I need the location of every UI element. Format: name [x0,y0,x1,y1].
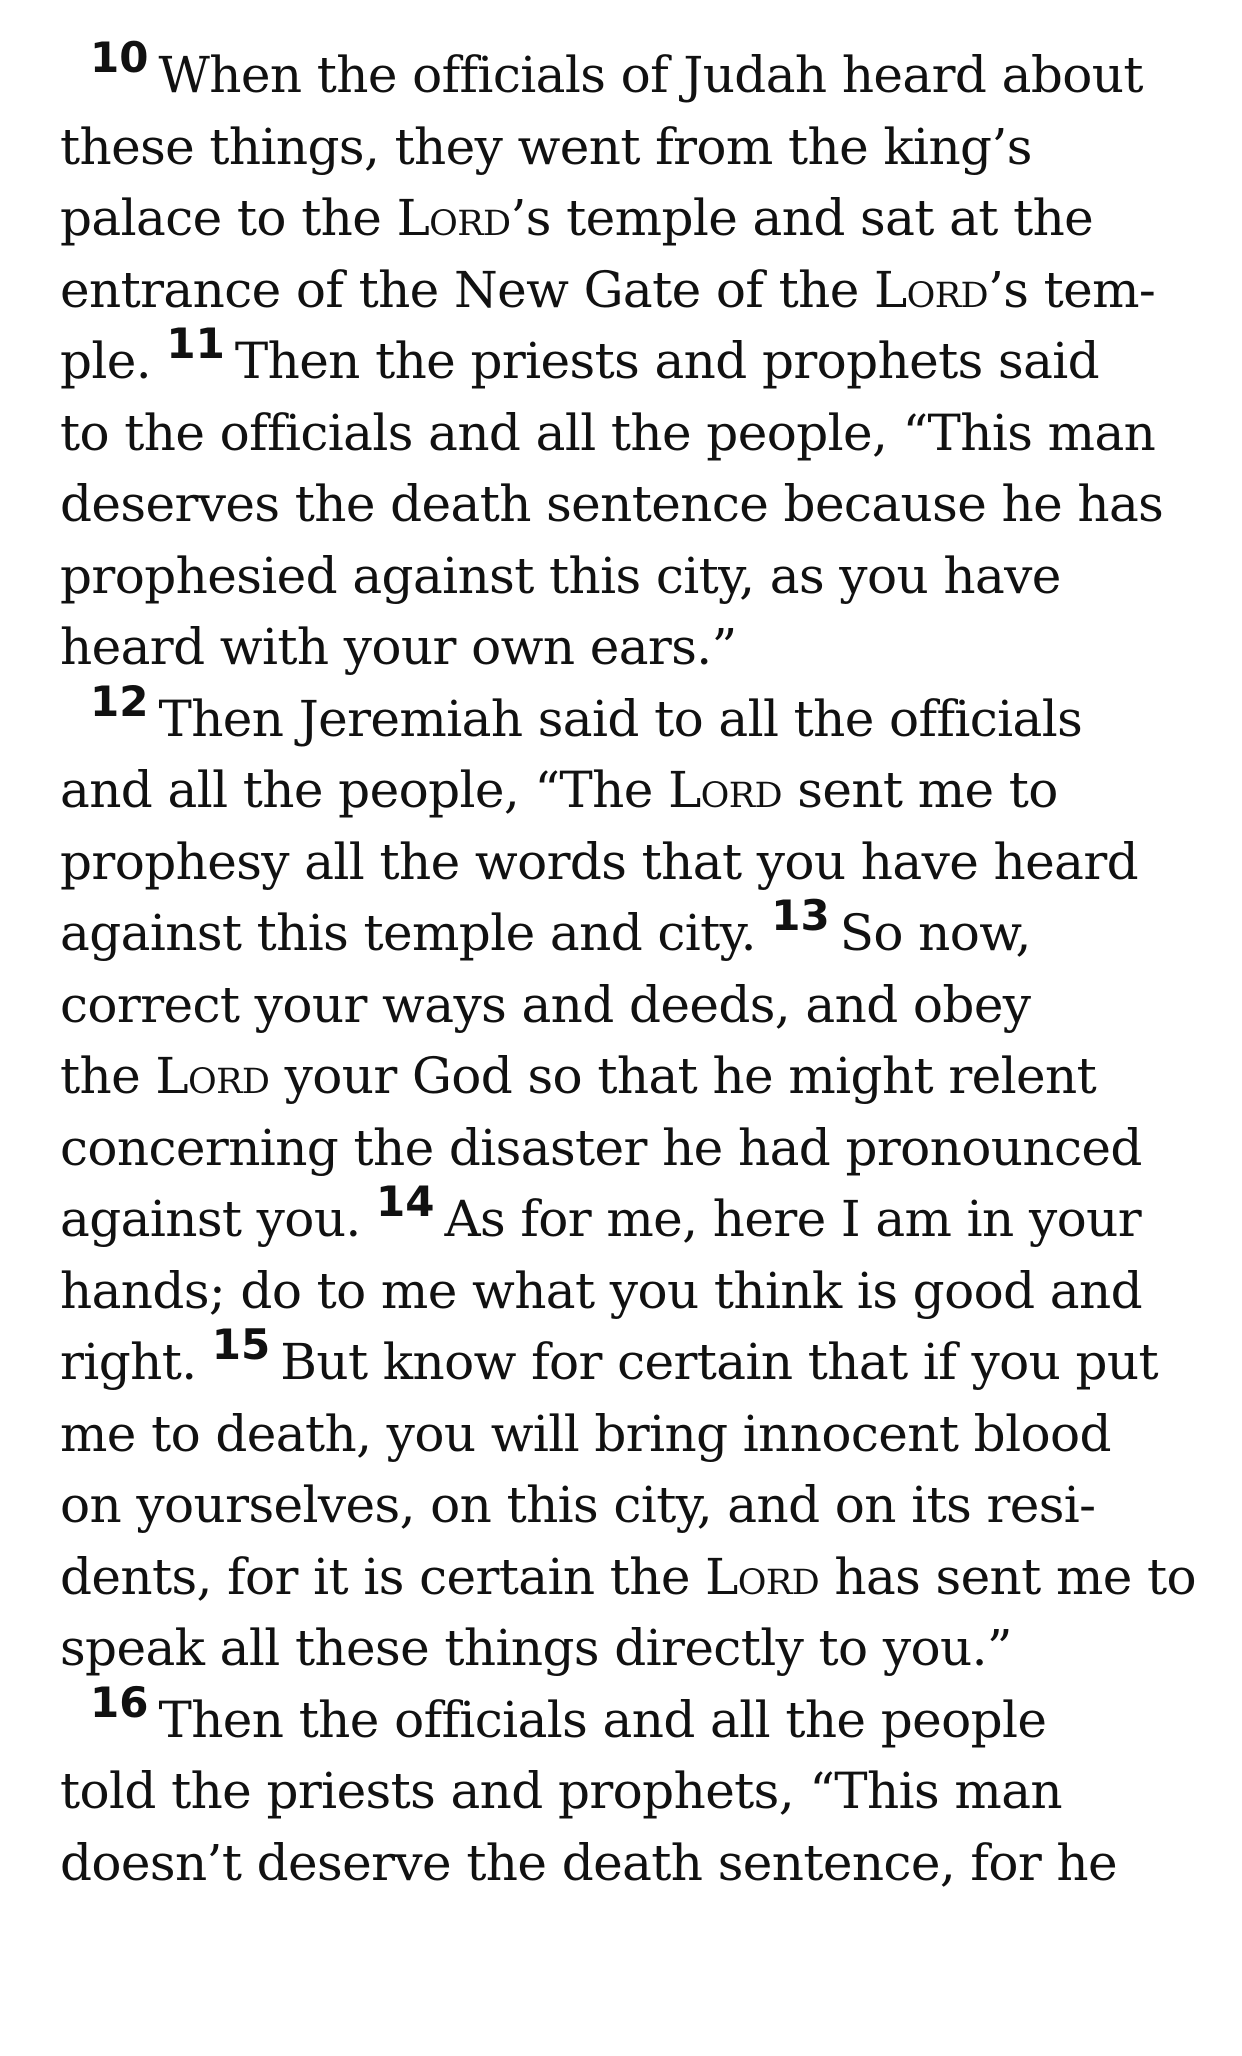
text-line [60,755,1190,827]
verse-text: ple. [60,332,167,390]
text-line [60,1041,1190,1113]
verse-number: 15 [211,1320,271,1369]
text-line [60,112,1190,184]
verse-text: heard with your own ears.” [60,618,737,676]
verse-text: Then Jeremiah said to all the officials [158,689,1083,748]
divine-name: Lord [668,761,782,819]
text-line [60,541,1190,613]
verse-text: Then the officials and all the people [158,1690,1047,1749]
text-line [60,255,1190,327]
verse-text: against you. [60,1190,377,1248]
text-line [60,1399,1190,1471]
verse-number: 10 [90,33,149,82]
divine-name: Lord [155,1047,270,1105]
text-line [60,1177,1190,1256]
verse-text: deserves the death sentence because he has [60,475,1164,533]
verse-text: sent me to [781,761,1058,819]
text-line [60,1756,1190,1828]
text-line [60,1613,1190,1685]
verse-text: to the officials and all the people, “This man [60,403,1156,462]
verse-text: hands; do to me what you think is good and [60,1261,1143,1320]
verse-text: Then the priests and prophets said [234,332,1100,390]
divine-name: Lord [705,1547,820,1606]
verse-text: prophesy all the words that you have heard [60,832,1139,891]
verse-text: So now, [839,904,1031,962]
text-line [60,676,1190,756]
verse-number: 13 [771,891,830,940]
verse-text: these things, they went from the king’s [60,117,1032,176]
verse-number: 14 [376,1177,435,1226]
divine-name: Lord [396,189,511,247]
text-line [60,319,1190,398]
verse-text: me to death, you will bring innocent blood [60,1404,1111,1463]
verse-text: and all the people, “The [60,761,669,819]
text-line [60,33,1190,112]
verse-text: on yourselves, on this city, and on its resi- [60,1476,1096,1534]
verse-text: speak all these things directly to you.” [60,1619,1012,1677]
text-line [60,469,1190,541]
verse-text: prophesied against this city, as you have [60,546,1061,605]
verse-text: doesn’t deserve the death sentence, for he [60,1833,1118,1892]
verse-number: 16 [90,1677,149,1727]
verse-text: But know for certain that if you put [280,1333,1158,1391]
text-line [60,1320,1190,1399]
verse-text: When the officials of Judah heard about [158,46,1143,104]
text-line [60,398,1190,470]
verse-text: ’s tem- [987,260,1156,319]
divine-name: Lord [874,260,988,319]
verse-text: ’s temple and sat at the [510,189,1094,247]
verse-text: against this temple and city. [60,904,772,962]
text-line [60,1542,1197,1614]
text-line [60,1677,1190,1757]
text-line [60,1256,1190,1328]
text-line [60,891,1190,970]
text-line [60,1470,1190,1542]
verse-number: 12 [90,676,149,726]
verse-text: concerning the disaster he had pronounced [60,1118,1142,1177]
verse-text: your God so that he might relent [269,1047,1097,1105]
text-line [60,183,1190,255]
verse-text: entrance of the New Gate of the [60,260,875,319]
verse-text: told the priests and prophets, “This man [60,1762,1063,1820]
verse-text: dents, for it is certain the [60,1547,706,1606]
text-line [60,1113,1190,1185]
text-line [60,612,1190,684]
verse-text: correct your ways and deeds, and obey [60,975,1031,1034]
verse-text: As for me, here I am in your [444,1190,1141,1248]
text-line [60,1828,1190,1900]
verse-text: has sent me to [819,1547,1197,1606]
verse-text: right. [60,1333,212,1391]
scripture-passage [60,33,1197,1899]
text-line [60,827,1190,899]
verse-number: 11 [166,319,225,368]
text-line [60,970,1190,1042]
verse-text: the [60,1047,156,1105]
verse-text: palace to the [60,189,397,247]
